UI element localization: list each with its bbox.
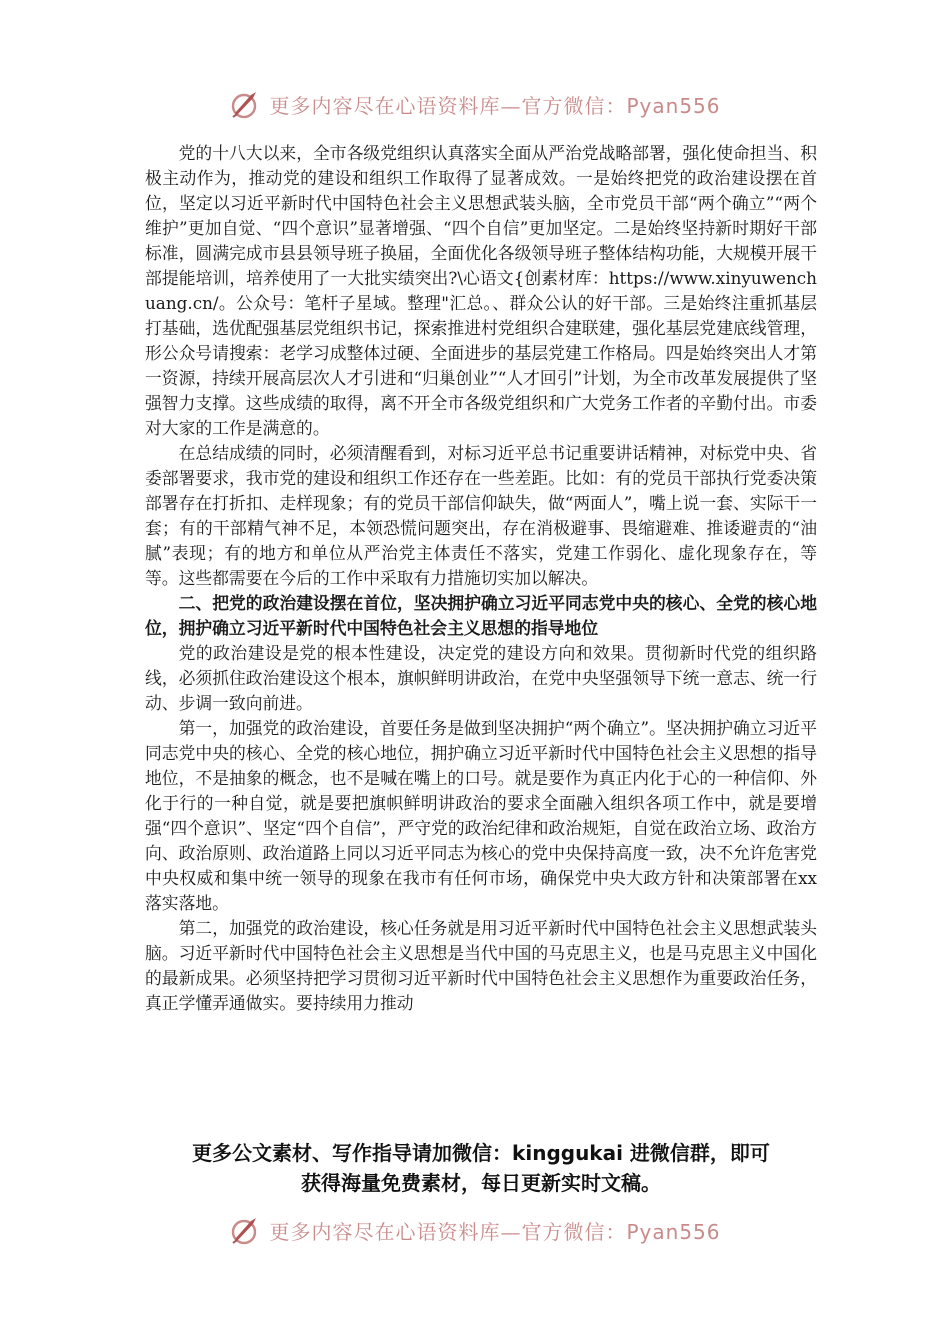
footer-watermark-banner xyxy=(0,1212,950,1248)
paragraph-political-building-intro: 党的政治建设是党的根本性建设，决定党的建设方向和效果。贯彻新时代党的组织路线，必须抓住政治建设这个根本，旗帜鲜明讲政治，在党中央坚强领导下统一意志、统一行动、步调一致向前进。 xyxy=(145,643,817,713)
paragraph-shortcomings: 在总结成绩的同时，必须清醒看到，对标习近平总书记重要讲话精神，对标党中央、省委部署要求，我市党的建设和组织工作还存在一些差距。比如：有的党员干部执行党委决策部署存在打折扣、走样现象；有的党员干部信仰缺失，做“两面人”，嘴上说一套、实际干一套；有的干部精气神不足，本领恐慌问题突出，存在消极避事、畏缩避难、推诿避责的“油腻”表现；有的地方和单位从严治党主体责任不落实，党建工作弱化、虚化现象存在，等等。这些都需要在今后的工作中采取有力措施切实加以解决。 xyxy=(145,443,817,588)
watermark-wechat-id: Pyan556 xyxy=(626,93,721,118)
paragraph-first-task: 第一，加强党的政治建设，首要任务是做到坚决拥护“两个确立”。坚决拥护确立习近平同志党中央的核心、全党的核心地位，拥护确立习近平新时代中国特色社会主义思想的指导地位，不是抽象的概念，也不是喊在嘴上的口号。就是要作为真正内化于心的一种信仰、外化于行的一种自觉，就是要把旗帜鲜明讲政治的要求全面融入组织各项工作中，就是要增强“四个意识”、坚定“四个自信”，严守党的政治纪律和政治规矩，自觉在政治立场、政治方向、政治原则、政治道路上同以习近平同志为核心的党中央保持高度一致，决不允许危害党中央权威和集中统一领导的现象在我市有任何市场，确保党中央大政方针和决策部署在xx落实落地。 xyxy=(145,718,818,913)
promo-notice-line-1: 更多公文素材、写作指导请加微信：kinggukai 进微信群，即可 xyxy=(192,1141,770,1165)
promo-notice xyxy=(145,1138,817,1198)
section-heading-political-building: 二、把党的政治建设摆在首位，坚决拥护确立习近平同志党中央的核心、全党的核心地位，拥护确立习近平新时代中国特色社会主义思想的指导地位 xyxy=(145,593,817,638)
header-watermark-banner xyxy=(0,86,950,122)
pen-nib-logo-icon xyxy=(229,87,263,121)
paragraph-achievements: 党的十八大以来，全市各级党组织认真落实全面从严治党战略部署，强化使命担当、积极主动作为，推动党的建设和组织工作取得了显著成效。一是始终把党的政治建设摆在首位，坚定以习近平新时代中国特色社会主义思想武装头脑，全市党员干部“两个确立”“两个维护”更加自觉、“四个意识”显著增强、“四个自信”更加坚定。二是始终坚持新时期好干部标准，圆满完成市县县领导班子换届，全面优化各级领导班子整体结构功能，大规模开展干部提能培训，培养使用了一大批实绩突出?\心语文{创素材库：https://www.xinyuwenchuang.cn/。公众号：笔杆子星域。整理"汇总。、群众公认的好干部。三是始终注重抓基层打基础，选优配强基层党组织书记，探索推进村党组织合建联建，强化基层党建底线管理，形公众号请搜索：老学习成整体过硬、全面进步的基层党建工作格局。四是始终突出人才第一资源，持续开展高层次人才引进和“归巢创业”“人才回引”计划，为全市改革发展提供了坚强智力支撑。这些成绩的取得，离不开全市各级党组织和广大党务工作者的辛勤付出。市委对大家的工作是满意的。 xyxy=(145,143,818,438)
paragraph-second-task: 第二，加强党的政治建设，核心任务就是用习近平新时代中国特色社会主义思想武装头脑。习近平新时代中国特色社会主义思想是当代中国的马克思主义，也是马克思主义中国化的最新成果。必须坚持把学习贯彻习近平新时代中国特色社会主义思想作为重要政治任务，真正学懂弄通做实。要持续用力推动 xyxy=(145,918,817,1013)
pen-nib-logo-icon xyxy=(229,1213,263,1247)
document-body xyxy=(145,141,817,1016)
watermark-text: 更多内容尽在心语资料库—官方微信：Pyan556 xyxy=(269,93,721,118)
watermark-wechat-id: Pyan556 xyxy=(626,1219,721,1244)
promo-notice-line-2: 获得海量免费素材，每日更新实时文稿。 xyxy=(301,1171,661,1195)
watermark-text: 更多内容尽在心语资料库—官方微信：Pyan556 xyxy=(269,1219,721,1244)
